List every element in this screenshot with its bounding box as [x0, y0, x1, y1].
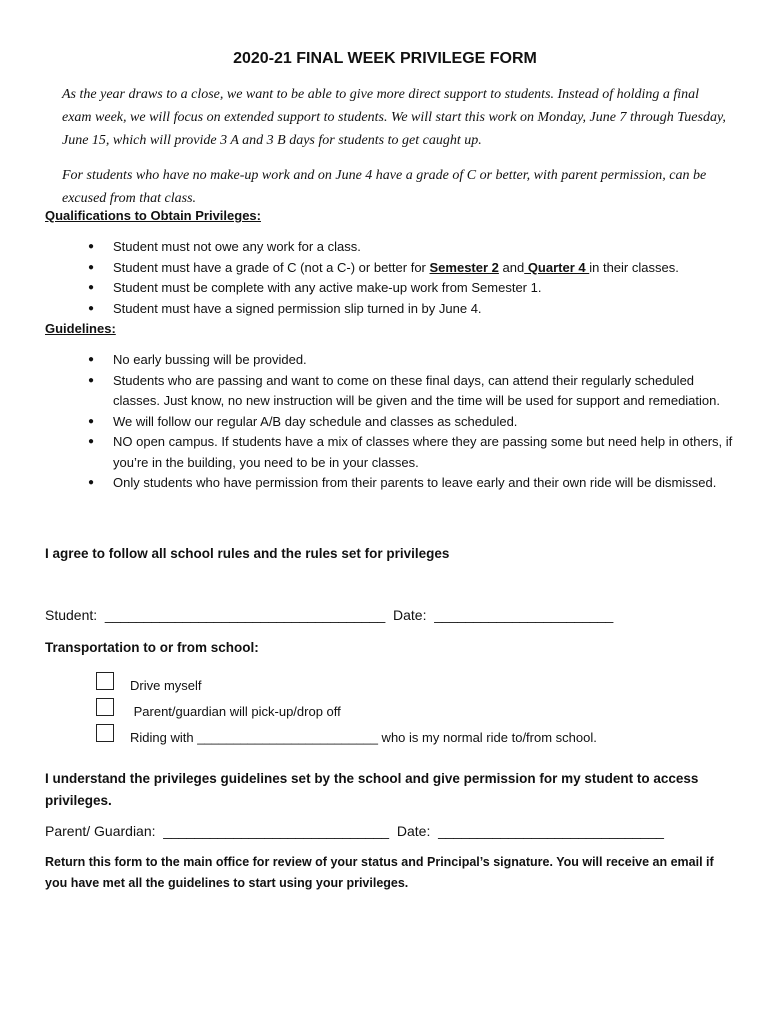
qualifications-heading: Qualifications to Obtain Privileges: — [45, 208, 261, 223]
list-item: ● NO open campus. If students have a mix of classes where they are passing some but need help in others, if you’re in the building, you need to be in your classes. — [88, 432, 738, 473]
transportation-heading: Transportation to or from school: — [45, 640, 259, 655]
return-instructions: Return this form to the main office for review of your status and Principal’s signature. You will receive an email if you have met all the guidelines to start using your privileges. — [45, 855, 714, 890]
checkbox[interactable] — [96, 672, 114, 690]
guidelines-list — [88, 350, 738, 494]
permission-statement: I understand the privileges guidelines set by the school and give permission for my student to access privileges. — [45, 771, 699, 808]
list-item: ● Student must have a grade of C (not a C-) or better for Semester 2 and Quarter 4 in their classes. — [88, 258, 738, 279]
privilege-form-page: 2020-21 FINAL WEEK PRIVILEGE FORM As the year draws to a close, we want to be able to give more direct support to students. Instead of holding a final exam week, we will focus on extended support to students. We will start this work on Monday, June 7 through Tuesday, June 15, which will provide 3 A and 3 B days for students to get caught up. For students who have no make-up work and on June 4 have a grade of C or better, with parent permission, can be excused from that class. Qualifications to Obtain Privileges: ● Student must not owe any work for a class. ● Student must have a grade of C (not a C-) or better for Semester 2 and Quarter 4 in their classes. ● Student must be complete with any active make-up work from Semester 1. ● Student must have a signed permission slip turned in by June 4. Guidelines: ● No early bussing will be provided. ● Students who are passing and want to come on these final days, can attend their regularly scheduled classes. Just know, no new instruction will be given and the time will be used for support and remediation. ● We will follow our regular A/B day schedule and classes as scheduled. ● NO open campus. If students have a mix of classes where they are passing some but need help in others, if you’re in the building, you need to be in your classes. ● Only students who have permission from their parents to leave early and their own ride will be dismissed. I agree to follow all school rules and the rules set for privileges Student: ____________________________________ Date: _______________________ Transportation to or from school: Drive myself Parent/guardian will pick-up/drop off Riding with _________________________ who is my normal ride to/from school. I understand the privileges guidelines set by the school and give permission for my student to access privileges. Parent/ Guardian: _____________________________ Date: _____________________________ Return this form to the main office for review of your status and Principal’s signature. You will receive an email if you have met all the guidelines to start using your privileges. — [0, 0, 770, 1024]
list-item: ● Student must be complete with any active make-up work from Semester 1. — [88, 278, 738, 299]
guidelines-heading: Guidelines: — [45, 321, 116, 336]
list-item: ● No early bussing will be provided. — [88, 350, 738, 371]
list-item: ● Student must have a signed permission slip turned in by June 4. — [88, 299, 738, 320]
list-item: ● We will follow our regular A/B day schedule and classes as scheduled. — [88, 412, 738, 433]
form-title: 2020-21 FINAL WEEK PRIVILEGE FORM — [233, 50, 537, 67]
parent-signature-line[interactable]: Parent/ Guardian: _____________________________ Date: _____________________________ — [45, 823, 664, 839]
intro-paragraph-2: For students who have no make-up work and on June 4 have a grade of C or better, with parent permission, can be excused from that class. — [62, 168, 707, 206]
qualifications-list — [88, 237, 738, 319]
list-item: ● Students who are passing and want to come on these final days, can attend their regularly scheduled classes. Just know, no new instruction will be given and the time will be used for support and remediation. — [88, 371, 738, 412]
list-item: ● Only students who have permission from their parents to leave early and their own ride will be dismissed. — [88, 473, 738, 494]
quarter-4-emphasis: Quarter 4 — [524, 259, 590, 275]
checkbox[interactable] — [96, 698, 114, 716]
intro-paragraph-1: As the year draws to a close, we want to be able to give more direct support to students. Instead of holding a final exam week, we will focus on extended support to students. We will start this work on Monday, June 7 through Tuesday, June 15, which will provide 3 A and 3 B days for students to get caught up. — [62, 87, 726, 148]
checkbox[interactable] — [96, 724, 114, 742]
student-signature-line[interactable]: Student: ____________________________________ Date: _______________________ — [45, 607, 614, 623]
semester-2-emphasis: Semester 2 — [429, 259, 499, 275]
agreement-statement: I agree to follow all school rules and the rules set for privileges — [45, 546, 450, 561]
list-item: ● Student must not owe any work for a class. — [88, 237, 738, 258]
